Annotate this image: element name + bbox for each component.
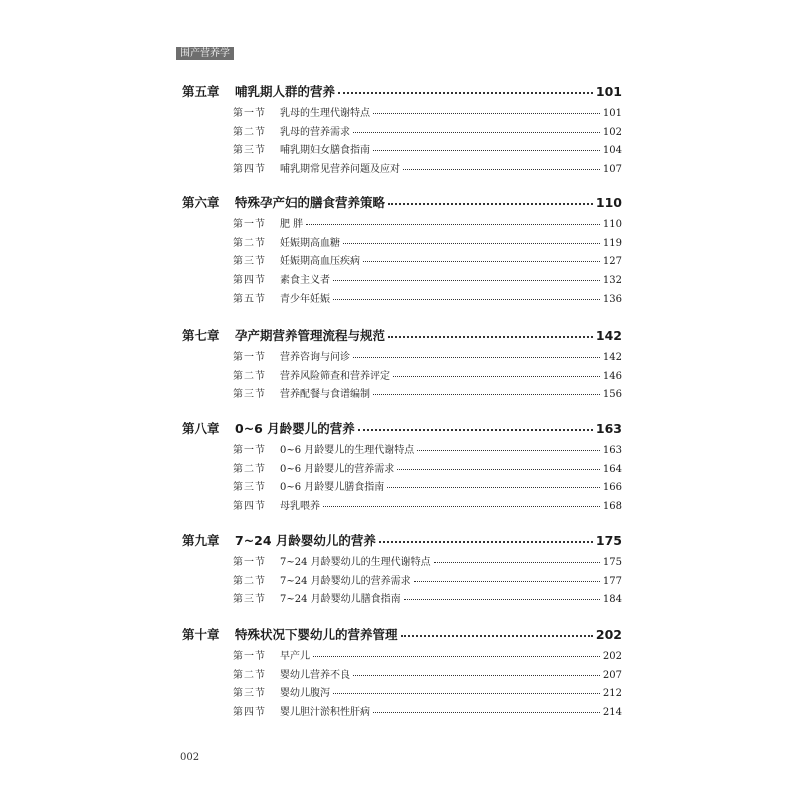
section-entry[interactable]	[182, 252, 622, 271]
section-title: 婴儿胆汁淤积性肝病	[280, 707, 370, 719]
dot-leader	[388, 336, 593, 338]
chapter-page: 175	[595, 533, 622, 548]
section-number: 第四节	[233, 275, 266, 287]
section-title: 妊娠期高血压疾病	[280, 256, 360, 268]
dot-leader	[363, 261, 600, 262]
chapter-heading[interactable]	[182, 193, 622, 215]
section-number: 第四节	[233, 707, 266, 719]
section-entry[interactable]	[182, 160, 622, 179]
section-page: 177	[602, 575, 622, 587]
section-title: 婴幼儿腹泻	[280, 688, 330, 700]
chapter-9	[182, 531, 622, 609]
section-entry[interactable]	[182, 234, 622, 253]
chapter-heading[interactable]	[182, 419, 622, 441]
section-page: 166	[602, 482, 622, 494]
chapter-title: 0~6 月龄婴儿的营养	[235, 421, 355, 436]
section-number: 第二节	[233, 370, 266, 382]
section-entry[interactable]	[182, 497, 622, 516]
dot-leader	[417, 450, 600, 451]
section-title: 母乳喂养	[280, 501, 320, 513]
section-title: 乳母的营养需求	[280, 126, 350, 138]
section-entry[interactable]	[182, 104, 622, 123]
dot-leader	[353, 132, 600, 133]
section-entry[interactable]	[182, 647, 622, 666]
section-entry[interactable]	[182, 123, 622, 142]
section-entry[interactable]	[182, 684, 622, 703]
section-page: 110	[602, 219, 622, 230]
chapter-number: 第七章	[182, 328, 220, 343]
dot-leader	[403, 169, 600, 170]
section-entry[interactable]	[182, 703, 622, 722]
chapter-heading[interactable]	[182, 531, 622, 553]
dot-leader	[358, 429, 593, 431]
running-title: 围产营养学	[176, 47, 234, 60]
section-number: 第三节	[233, 688, 266, 700]
section-entry[interactable]	[182, 271, 622, 290]
dot-leader	[353, 675, 600, 676]
section-number: 第四节	[233, 501, 266, 513]
section-number: 第二节	[233, 126, 266, 138]
section-number: 第三节	[233, 482, 266, 494]
section-number: 第五节	[233, 293, 266, 305]
dot-leader	[373, 150, 600, 151]
section-page: 207	[602, 669, 622, 681]
section-page: 184	[602, 594, 622, 606]
chapter-title: 特殊孕产妇的膳食营养策略	[235, 195, 386, 210]
chapter-number: 第九章	[182, 533, 220, 548]
chapter-page: 110	[595, 195, 622, 210]
dot-leader	[313, 656, 600, 657]
dot-leader	[373, 712, 600, 713]
page-number: 002	[180, 752, 200, 763]
section-number: 第四节	[233, 164, 266, 176]
section-title: 7~24 月龄婴幼儿的营养需求	[280, 575, 411, 587]
dot-leader	[434, 562, 600, 563]
chapter-title: 特殊状况下婴幼儿的营养管理	[235, 627, 398, 642]
section-title: 婴幼儿营养不良	[280, 669, 350, 681]
section-number: 第一节	[233, 557, 266, 568]
section-page: 107	[602, 164, 622, 176]
section-page: 132	[602, 275, 622, 287]
section-number: 第一节	[233, 352, 266, 363]
dot-leader	[388, 203, 593, 205]
section-page: 104	[602, 145, 622, 157]
section-page: 119	[602, 237, 622, 249]
chapter-heading[interactable]	[182, 326, 622, 348]
section-number: 第一节	[233, 219, 266, 230]
section-title: 营养风险筛查和营养评定	[280, 370, 390, 382]
chapter-title: 哺乳期人群的营养	[235, 84, 336, 99]
section-page: 156	[602, 389, 622, 401]
chapter-title: 7~24 月龄婴幼儿的营养	[235, 533, 376, 548]
section-title: 7~24 月龄婴幼儿的生理代谢特点	[280, 557, 431, 568]
section-entry[interactable]	[182, 215, 622, 234]
section-page: 127	[602, 256, 622, 268]
chapter-6	[182, 193, 622, 308]
dot-leader	[393, 376, 600, 377]
section-number: 第三节	[233, 389, 266, 401]
chapter-number: 第八章	[182, 421, 220, 436]
section-number: 第二节	[233, 575, 266, 587]
chapter-8	[182, 419, 622, 516]
chapter-page: 101	[595, 84, 622, 99]
section-page: 202	[602, 651, 622, 662]
section-page: 146	[602, 370, 622, 382]
dot-leader	[387, 487, 600, 488]
section-title: 肥 胖	[280, 219, 304, 230]
chapter-10	[182, 625, 622, 722]
section-title: 营养咨询与问诊	[280, 352, 350, 363]
dot-leader	[414, 581, 600, 582]
dot-leader	[401, 635, 593, 637]
dot-leader	[333, 299, 600, 300]
chapter-page: 142	[595, 328, 622, 343]
section-entry[interactable]	[182, 367, 622, 386]
section-page: 136	[602, 293, 622, 305]
chapter-title: 孕产期营养管理流程与规范	[235, 328, 386, 343]
section-title: 素食主义者	[280, 275, 330, 287]
section-number: 第三节	[233, 256, 266, 268]
dot-leader	[353, 357, 600, 358]
section-page: 163	[602, 445, 622, 456]
chapter-heading[interactable]	[182, 82, 622, 104]
section-entry[interactable]	[182, 460, 622, 479]
section-title: 7~24 月龄婴幼儿膳食指南	[280, 594, 401, 606]
section-page: 164	[602, 463, 622, 475]
section-title: 早产儿	[280, 651, 310, 662]
dot-leader	[404, 599, 600, 600]
section-entry[interactable]	[182, 141, 622, 160]
section-page: 214	[602, 707, 622, 719]
section-title: 0~6 月龄婴儿的营养需求	[280, 463, 395, 475]
section-entry[interactable]	[182, 441, 622, 460]
dot-leader	[333, 280, 600, 281]
chapter-heading[interactable]	[182, 625, 622, 647]
section-entry[interactable]	[182, 290, 622, 309]
section-title: 营养配餐与食谱编制	[280, 389, 370, 401]
section-number: 第一节	[233, 108, 266, 119]
section-entry[interactable]	[182, 385, 622, 404]
section-entry[interactable]	[182, 572, 622, 591]
section-page: 142	[602, 352, 622, 363]
section-number: 第一节	[233, 445, 266, 456]
section-entry[interactable]	[182, 666, 622, 685]
chapter-number: 第十章	[182, 627, 220, 642]
section-page: 102	[602, 126, 622, 138]
section-page: 212	[602, 688, 622, 700]
dot-leader	[338, 92, 593, 94]
section-number: 第二节	[233, 669, 266, 681]
section-page: 175	[602, 557, 622, 568]
dot-leader	[343, 243, 600, 244]
section-title: 0~6 月龄婴儿膳食指南	[280, 482, 385, 494]
chapter-page: 202	[595, 627, 622, 642]
section-number: 第一节	[233, 651, 266, 662]
dot-leader	[306, 224, 600, 225]
dot-leader	[397, 469, 600, 470]
section-page: 101	[602, 108, 622, 119]
section-number: 第二节	[233, 463, 266, 475]
section-title: 妊娠期高血糖	[280, 237, 340, 249]
section-number: 第三节	[233, 594, 266, 606]
section-entry[interactable]	[182, 478, 622, 497]
dot-leader	[373, 113, 600, 114]
section-title: 0~6 月龄婴儿的生理代谢特点	[280, 445, 415, 456]
section-entry[interactable]	[182, 590, 622, 609]
chapter-number: 第五章	[182, 84, 220, 99]
section-entry[interactable]	[182, 348, 622, 367]
section-entry[interactable]	[182, 553, 622, 572]
dot-leader	[379, 541, 593, 543]
chapter-number: 第六章	[182, 195, 220, 210]
section-number: 第二节	[233, 237, 266, 249]
section-page: 168	[602, 501, 622, 513]
section-title: 哺乳期妇女膳食指南	[280, 145, 370, 157]
chapter-7	[182, 326, 622, 404]
dot-leader	[373, 394, 600, 395]
section-title: 青少年妊娠	[280, 293, 330, 305]
section-number: 第三节	[233, 145, 266, 157]
chapter-page: 163	[595, 421, 622, 436]
chapter-5	[182, 82, 622, 179]
dot-leader	[323, 506, 600, 507]
section-title: 乳母的生理代谢特点	[280, 108, 370, 119]
dot-leader	[333, 693, 600, 694]
section-title: 哺乳期常见营养问题及应对	[280, 164, 400, 176]
